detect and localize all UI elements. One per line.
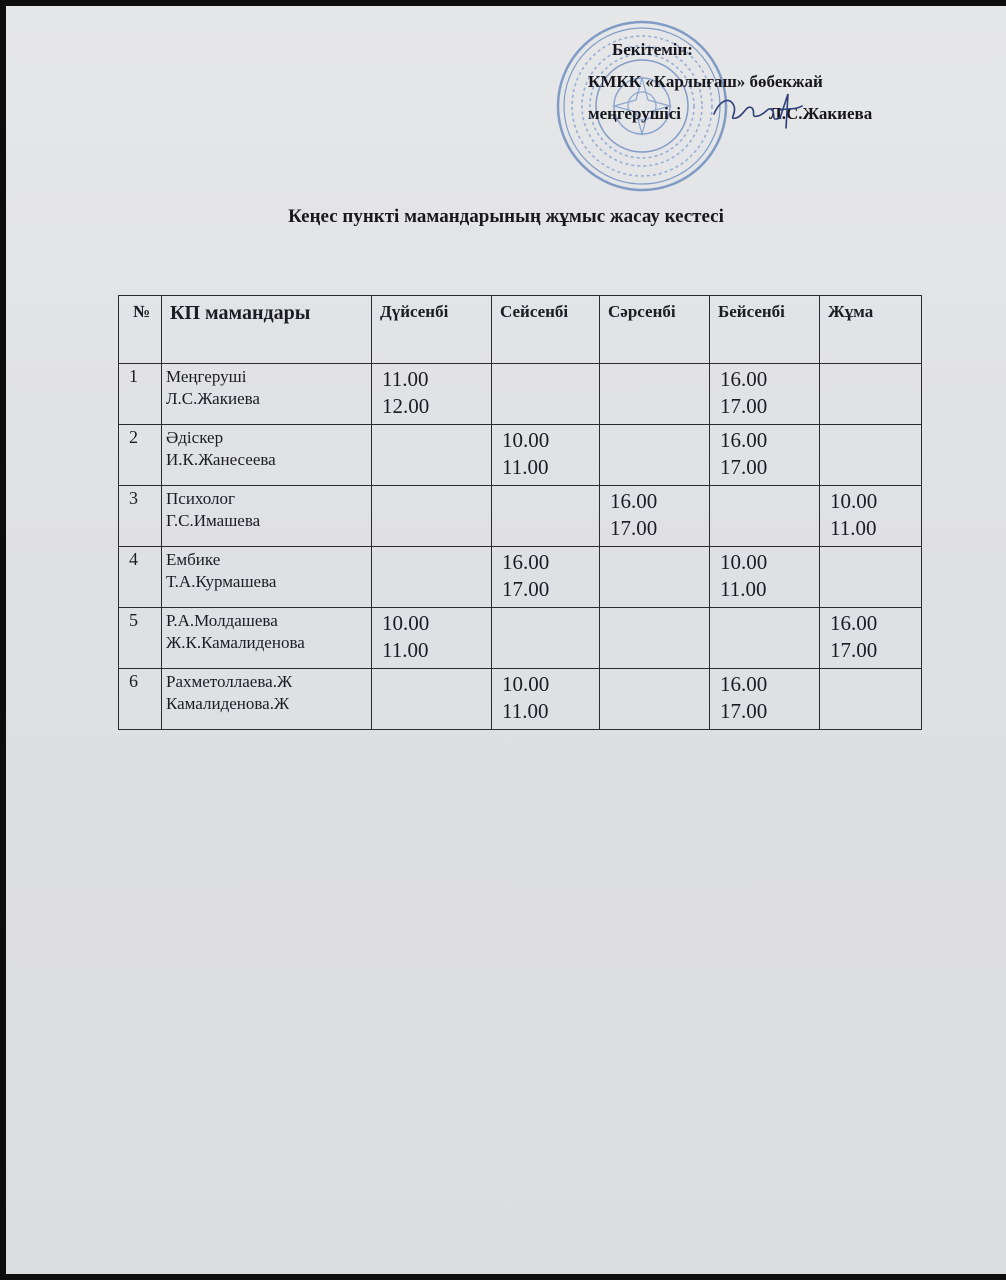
table-row — [119, 669, 922, 730]
time-end: 17.00 — [610, 516, 658, 540]
table-header-row — [119, 296, 922, 364]
schedule-table — [118, 295, 922, 730]
approval-block — [588, 34, 872, 130]
approval-role: меңгерушісі — [588, 104, 682, 123]
monday-cell — [372, 486, 492, 547]
specialist-role: Р.А.Молдашева — [166, 611, 278, 630]
tuesday-cell — [492, 608, 600, 669]
wednesday-cell — [600, 364, 710, 425]
wednesday-cell — [600, 486, 710, 547]
row-number: 4 — [119, 547, 162, 608]
thursday-cell — [710, 547, 820, 608]
specialist-cell — [162, 669, 372, 730]
monday-cell — [372, 608, 492, 669]
specialist-role: Ембике — [166, 550, 221, 569]
time-end: 11.00 — [502, 699, 549, 723]
specialist-name: Камалиденова.Ж — [166, 694, 290, 713]
specialist-cell — [162, 425, 372, 486]
thursday-cell — [710, 425, 820, 486]
specialist-cell — [162, 364, 372, 425]
time-end: 17.00 — [502, 577, 550, 601]
table-row — [119, 364, 922, 425]
time-start: 16.00 — [720, 672, 768, 696]
signature-icon — [710, 88, 805, 133]
header-thursday: Бейсенбі — [710, 296, 820, 364]
header-number: № — [119, 296, 162, 364]
specialist-name: Л.С.Жакиева — [166, 389, 260, 408]
time-end: 11.00 — [382, 638, 429, 662]
time-end: 11.00 — [502, 455, 549, 479]
table-row — [119, 608, 922, 669]
table-row — [119, 425, 922, 486]
thursday-cell — [710, 669, 820, 730]
time-start: 10.00 — [382, 611, 430, 635]
row-number: 5 — [119, 608, 162, 669]
approval-heading: Бекітемін: — [612, 40, 693, 59]
specialist-role: Рахметоллаева.Ж — [166, 672, 293, 691]
time-start: 16.00 — [720, 367, 768, 391]
tuesday-cell — [492, 425, 600, 486]
approval-signatory — [588, 98, 872, 130]
specialist-name: И.К.Жанесеева — [166, 450, 276, 469]
wednesday-cell — [600, 608, 710, 669]
specialist-role: Меңгеруші — [166, 367, 247, 386]
thursday-cell — [710, 364, 820, 425]
row-number: 1 — [119, 364, 162, 425]
time-start: 11.00 — [382, 367, 429, 391]
time-start: 10.00 — [830, 489, 878, 513]
time-end: 12.00 — [382, 394, 430, 418]
row-number: 3 — [119, 486, 162, 547]
monday-cell — [372, 547, 492, 608]
friday-cell — [820, 608, 922, 669]
time-end: 11.00 — [720, 577, 767, 601]
header-monday: Дүйсенбі — [372, 296, 492, 364]
tuesday-cell — [492, 669, 600, 730]
time-start: 16.00 — [830, 611, 878, 635]
tuesday-cell — [492, 547, 600, 608]
specialist-cell — [162, 608, 372, 669]
time-start: 10.00 — [720, 550, 768, 574]
row-number: 6 — [119, 669, 162, 730]
friday-cell — [820, 486, 922, 547]
friday-cell — [820, 547, 922, 608]
header-tuesday: Сейсенбі — [492, 296, 600, 364]
document-title: Кеңес пункті мамандарының жұмыс жасау кестесі — [288, 206, 724, 227]
time-start: 16.00 — [720, 428, 768, 452]
time-end: 17.00 — [830, 638, 878, 662]
row-number: 2 — [119, 425, 162, 486]
specialist-role: Психолог — [166, 489, 236, 508]
friday-cell — [820, 364, 922, 425]
time-start: 10.00 — [502, 428, 550, 452]
specialist-cell — [162, 547, 372, 608]
time-end: 17.00 — [720, 394, 768, 418]
specialist-cell — [162, 486, 372, 547]
specialist-name: Т.А.Курмашева — [166, 572, 277, 591]
table-row — [119, 486, 922, 547]
monday-cell — [372, 669, 492, 730]
friday-cell — [820, 669, 922, 730]
time-start: 16.00 — [502, 550, 550, 574]
time-start: 16.00 — [610, 489, 658, 513]
header-wednesday: Сәрсенбі — [600, 296, 710, 364]
monday-cell — [372, 425, 492, 486]
thursday-cell — [710, 486, 820, 547]
time-start: 10.00 — [502, 672, 550, 696]
tuesday-cell — [492, 486, 600, 547]
wednesday-cell — [600, 669, 710, 730]
approval-name: Л.С.Жакиева — [769, 104, 873, 123]
specialist-name: Ж.К.Камалиденова — [166, 633, 305, 652]
friday-cell — [820, 425, 922, 486]
thursday-cell — [710, 608, 820, 669]
wednesday-cell — [600, 425, 710, 486]
document-page — [6, 6, 1006, 1274]
header-friday: Жұма — [820, 296, 922, 364]
time-end: 11.00 — [830, 516, 877, 540]
tuesday-cell — [492, 364, 600, 425]
specialist-role: Әдіскер — [166, 428, 224, 447]
header-specialists: КП мамандары — [162, 296, 372, 364]
time-end: 17.00 — [720, 455, 768, 479]
specialist-name: Г.С.Имашева — [166, 511, 261, 530]
wednesday-cell — [600, 547, 710, 608]
time-end: 17.00 — [720, 699, 768, 723]
approval-organization: КМКК «Карлығаш» бөбекжай — [588, 72, 823, 91]
table-row — [119, 547, 922, 608]
monday-cell — [372, 364, 492, 425]
